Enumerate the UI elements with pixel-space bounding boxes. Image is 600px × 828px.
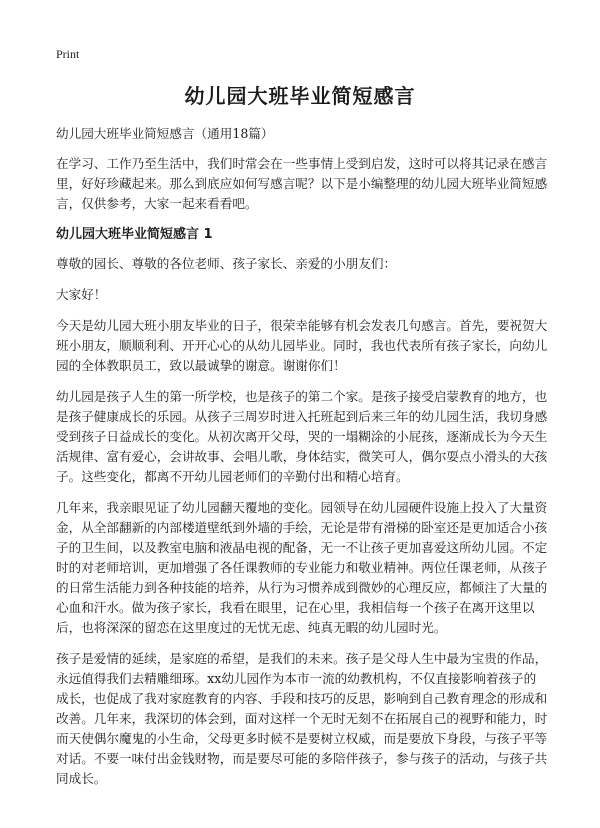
article-subtitle: 幼儿园大班毕业简短感言（通用18篇）: [56, 126, 274, 141]
paragraph-1: 今天是幼儿园大班小朋友毕业的日子，很荣幸能够有机会发表几句感言。首先，要祝贺大班小朋友，顺顺利利、开开心心的从幼儿园毕业。同时，我也代表所有孩子家长，向幼儿园的全体教职员工，致以最诚挚的谢意。谢谢你们！: [56, 318, 548, 373]
paragraph-3: 几年来，我亲眼见证了幼儿园翻天覆地的变化。园领导在幼儿园硬件设施上投入了大量资金，从全部翻新的内部楼道壁纸到外墙的手绘，无论是带有滑梯的卧室还是更加适合小孩子的卫生间，以及教室电脑和液晶电视的配备，无一不让孩子更加喜爱这所幼儿园。不定时的对老师培训，更加增强了各任课教师的专业能力和敬业精神。两位任课老师，从孩子的日常生活能力到各种技能的培养，从行为习惯养成到微妙的心理反应，都倾注了大量的心血和汗水。做为孩子家长，我看在眼里，记在心里，我相信每一个孩子在离开这里以后，也将深深的留恋在这里度过的无忧无虑、纯真无暇的幼儿园时光。: [56, 500, 548, 635]
paragraph-4: 孩子是爱情的延续，是家庭的希望，是我们的未来。孩子是父母人生中最为宝贵的作品，永远值得我们去精雕细琢。xx幼儿园作为本市一流的幼教机构，不仅直接影响着孩子的成长，也促成了我对家庭教育的内容、手段和技巧的反思，影响到自己教育理念的形成和改善。几年来，我深切的体会到，面对这样一个无时无刻不在拓展自己的视野和能力，时而天使偶尔魔鬼的小生命，父母更多时候不是要树立权威，而是要放下身段，与孩子平等对话。不要一味付出金钱财物，而是要尽可能的多陪伴孩子，参与孩子的活动，与孩子共同成长。: [56, 651, 548, 786]
paragraph-hello: 大家好！: [56, 287, 107, 302]
print-link[interactable]: Print: [56, 47, 80, 61]
section-heading: 幼儿园大班毕业简短感言 1: [56, 227, 213, 242]
page-title: 幼儿园大班毕业简短感言: [184, 84, 416, 108]
paragraph-2: 幼儿园是孩子人生的第一所学校，也是孩子的第二个家。是孩子接受启蒙教育的地方，也是孩子健康成长的乐园。从孩子三周岁时进入托班起到后来三年的幼儿园生活，我切身感受到孩子日益成长的变化。从初次离开父母，哭的一塌糊涂的小屁孩，逐渐成长为今天生活规律、富有爱心，会讲故事、会唱儿歌，身体结实，微笑可人，偶尔耍点小滑头的大孩子。这些变化，都离不开幼儿园老师们的辛勤付出和精心培育。: [56, 389, 548, 484]
intro-paragraph: 在学习、工作乃至生活中，我们时常会在一些事情上受到启发，这时可以将其记录在感言里，好好珍藏起来。那么到底应如何写感言呢？以下是小编整理的幼儿园大班毕业简短感言，仅供参考，大家一起来看看吧。: [56, 156, 548, 211]
article-body: [56, 124, 548, 800]
paragraph-greeting-recipients: 尊敬的园长、尊敬的各位老师、孩子家长、亲爱的小朋友们：: [56, 256, 397, 271]
